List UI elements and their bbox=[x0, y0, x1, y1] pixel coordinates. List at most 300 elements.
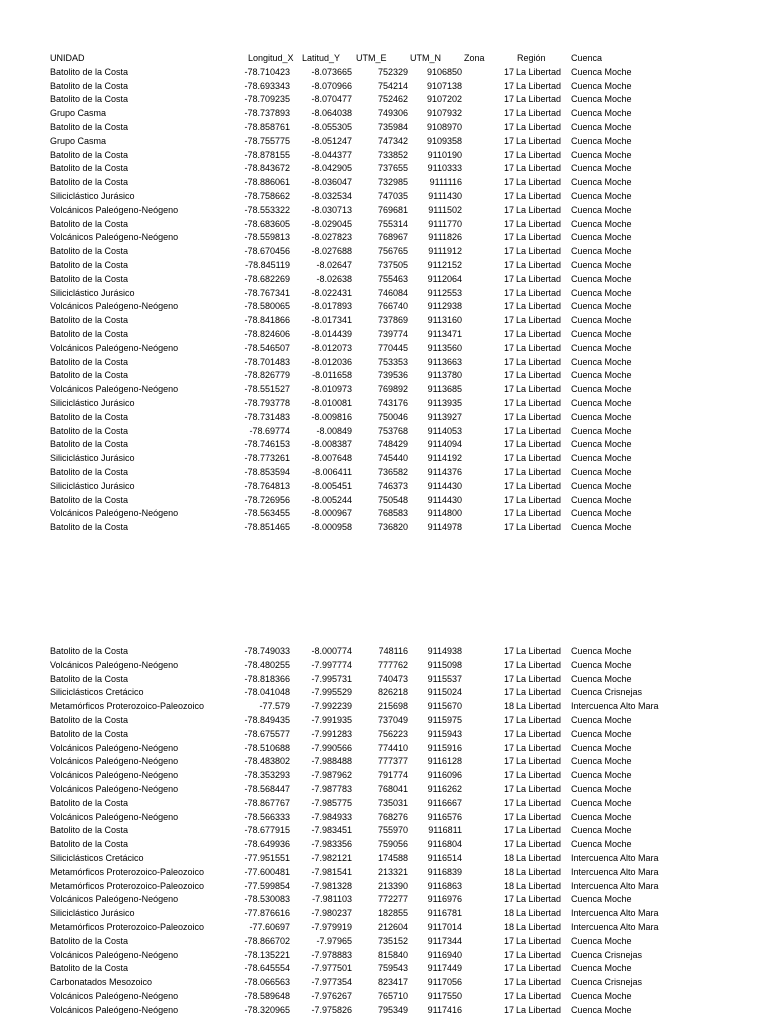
cell-utm-n: 9107138 bbox=[426, 80, 462, 91]
cell-region: La Libertad bbox=[516, 480, 562, 491]
cell-zona: 17 bbox=[504, 728, 515, 739]
cell-zona: 17 bbox=[504, 1004, 515, 1015]
cell-utm-n: 9116096 bbox=[427, 770, 462, 781]
cell-unidad: Volcánicos Paleógeno-Neógeno bbox=[50, 659, 179, 670]
cell-utm-e: 733852 bbox=[377, 149, 408, 160]
cell-latitud: -7.983356 bbox=[311, 839, 352, 850]
table-row bbox=[0, 273, 768, 287]
cell-utm-n: 9110333 bbox=[427, 163, 462, 174]
cell-longitud: -78.568447 bbox=[244, 783, 290, 794]
cell-utm-e: 815840 bbox=[377, 949, 408, 960]
cell-region: La Libertad bbox=[516, 646, 562, 656]
cell-zona: 17 bbox=[504, 935, 515, 946]
cell-longitud: -78.867767 bbox=[244, 797, 290, 808]
cell-unidad: Siliciclásticos Cretácico bbox=[50, 852, 144, 863]
cell-unidad: Siliciclástico Jurásico bbox=[50, 397, 135, 408]
cell-cuenca: Cuenca Moche bbox=[571, 94, 632, 105]
cell-utm-e: 732985 bbox=[377, 177, 408, 188]
cell-longitud: -78.709235 bbox=[244, 94, 290, 105]
table-row bbox=[0, 411, 768, 425]
cell-longitud: -78.701483 bbox=[244, 356, 290, 367]
cell-unidad: Volcánicos Paleógeno-Neógeno bbox=[50, 508, 179, 519]
cell-region: La Libertad bbox=[516, 811, 562, 822]
cell-zona: 17 bbox=[504, 80, 515, 91]
cell-cuenca: Cuenca Moche bbox=[571, 646, 632, 656]
cell-utm-e: 212604 bbox=[377, 921, 408, 932]
cell-zona: 17 bbox=[504, 190, 515, 201]
cell-utm-e: 752329 bbox=[377, 66, 408, 77]
cell-utm-n: 9111770 bbox=[428, 218, 462, 229]
table-row bbox=[0, 769, 768, 783]
table-row bbox=[0, 452, 768, 466]
cell-zona: 17 bbox=[504, 646, 515, 656]
header-cuenca: Cuenca bbox=[571, 53, 603, 63]
cell-cuenca: Cuenca Moche bbox=[571, 135, 632, 146]
cell-zona: 17 bbox=[504, 204, 515, 215]
table-row bbox=[0, 397, 768, 411]
cell-utm-n: 9107932 bbox=[426, 108, 462, 119]
cell-utm-e: 769681 bbox=[377, 204, 408, 215]
cell-zona: 17 bbox=[504, 356, 515, 367]
table-row bbox=[0, 893, 768, 907]
cell-latitud: -7.97965 bbox=[316, 935, 352, 946]
cell-cuenca: Cuenca Moche bbox=[571, 990, 632, 1001]
cell-utm-e: 737049 bbox=[377, 714, 408, 725]
cell-utm-e: 737655 bbox=[377, 163, 408, 174]
cell-zona: 17 bbox=[504, 494, 515, 505]
cell-latitud: -7.975826 bbox=[311, 1004, 352, 1015]
cell-zona: 17 bbox=[504, 770, 515, 781]
cell-utm-n: 9116839 bbox=[427, 866, 462, 877]
cell-longitud: -78.553322 bbox=[244, 204, 290, 215]
cell-region: La Libertad bbox=[516, 149, 562, 160]
cell-cuenca: Cuenca Moche bbox=[571, 466, 632, 477]
cell-longitud: -78.726956 bbox=[244, 494, 290, 505]
cell-latitud: -7.983451 bbox=[311, 825, 352, 836]
cell-zona: 17 bbox=[504, 149, 515, 160]
cell-utm-n: 9116667 bbox=[427, 797, 462, 808]
cell-region: La Libertad bbox=[516, 232, 562, 243]
cell-unidad: Batolito de la Costa bbox=[50, 673, 129, 684]
cell-zona: 17 bbox=[504, 756, 515, 767]
cell-longitud: -78.710423 bbox=[244, 66, 290, 77]
cell-utm-e: 750548 bbox=[377, 494, 408, 505]
cell-unidad: Siliciclástico Jurásico bbox=[50, 287, 135, 298]
cell-longitud: -78.737893 bbox=[244, 108, 290, 119]
cell-cuenca: Cuenca Moche bbox=[571, 190, 632, 201]
cell-utm-e: 739536 bbox=[377, 370, 408, 381]
cell-zona: 17 bbox=[504, 94, 515, 105]
cell-longitud: -78.483802 bbox=[244, 756, 290, 767]
cell-region: La Libertad bbox=[516, 866, 562, 877]
cell-unidad: Carbonatados Mesozoico bbox=[50, 977, 153, 988]
table-row bbox=[0, 507, 768, 521]
cell-unidad: Batolito de la Costa bbox=[50, 328, 129, 339]
cell-region: La Libertad bbox=[516, 797, 562, 808]
cell-cuenca: Cuenca Moche bbox=[571, 259, 632, 270]
cell-latitud: -7.977501 bbox=[311, 963, 352, 974]
cell-longitud: -78.749033 bbox=[244, 646, 290, 656]
cell-zona: 17 bbox=[504, 121, 515, 132]
cell-utm-n: 9113780 bbox=[427, 370, 462, 381]
cell-cuenca: Cuenca Moche bbox=[571, 811, 632, 822]
cell-latitud: -8.005451 bbox=[311, 480, 352, 491]
cell-cuenca: Cuenca Moche bbox=[571, 218, 632, 229]
cell-region: La Libertad bbox=[516, 1004, 562, 1015]
cell-utm-e: 795349 bbox=[377, 1004, 408, 1015]
cell-cuenca: Cuenca Moche bbox=[571, 522, 632, 533]
cell-unidad: Batolito de la Costa bbox=[50, 94, 129, 105]
cell-unidad: Volcánicos Paleógeno-Neógeno bbox=[50, 1004, 179, 1015]
cell-utm-n: 9117014 bbox=[427, 921, 462, 932]
cell-region: La Libertad bbox=[516, 287, 562, 298]
cell-longitud: -78.866702 bbox=[244, 935, 290, 946]
cell-zona: 17 bbox=[504, 287, 515, 298]
cell-cuenca: Intercuenca Alto Mara bbox=[571, 852, 659, 863]
cell-utm-n: 9113935 bbox=[427, 397, 462, 408]
cell-cuenca: Cuenca Moche bbox=[571, 246, 632, 257]
table-row bbox=[0, 686, 768, 700]
cell-latitud: -7.995529 bbox=[311, 687, 352, 698]
cell-utm-e: 768583 bbox=[377, 508, 408, 519]
cell-utm-e: 768041 bbox=[377, 783, 408, 794]
cell-utm-e: 749306 bbox=[377, 108, 408, 119]
cell-cuenca: Cuenca Moche bbox=[571, 935, 632, 946]
cell-unidad: Volcánicos Paleógeno-Neógeno bbox=[50, 342, 179, 353]
cell-unidad: Batolito de la Costa bbox=[50, 411, 129, 422]
cell-utm-e: 747342 bbox=[377, 135, 408, 146]
cell-longitud: -78.793778 bbox=[244, 397, 290, 408]
cell-longitud: -78.353293 bbox=[244, 770, 290, 781]
cell-unidad: Siliciclástico Jurásico bbox=[50, 453, 135, 464]
cell-region: La Libertad bbox=[516, 190, 562, 201]
cell-zona: 17 bbox=[504, 246, 515, 257]
cell-zona: 17 bbox=[504, 439, 515, 450]
cell-utm-e: 737505 bbox=[377, 259, 408, 270]
cell-utm-e: 743176 bbox=[377, 397, 408, 408]
table-row bbox=[0, 824, 768, 838]
table-row bbox=[0, 218, 768, 232]
cell-latitud: -8.070477 bbox=[311, 94, 352, 105]
table-row bbox=[0, 107, 768, 121]
cell-region: La Libertad bbox=[516, 439, 562, 450]
cell-utm-n: 9113685 bbox=[427, 384, 462, 395]
cell-cuenca: Cuenca Moche bbox=[571, 204, 632, 215]
cell-latitud: -7.976267 bbox=[311, 990, 352, 1001]
cell-region: La Libertad bbox=[516, 494, 562, 505]
cell-longitud: -78.849435 bbox=[244, 714, 290, 725]
header-latitud: Latitud_Y bbox=[302, 53, 341, 63]
cell-utm-n: 9111430 bbox=[428, 190, 462, 201]
cell-unidad: Batolito de la Costa bbox=[50, 273, 129, 284]
cell-zona: 17 bbox=[504, 977, 515, 988]
cell-zona: 18 bbox=[504, 880, 515, 891]
table-row bbox=[0, 755, 768, 769]
cell-utm-n: 9110190 bbox=[427, 149, 462, 160]
cell-zona: 18 bbox=[504, 908, 515, 919]
cell-region: La Libertad bbox=[516, 466, 562, 477]
cell-utm-e: 748116 bbox=[378, 646, 408, 656]
table-row bbox=[0, 204, 768, 218]
table-row bbox=[0, 742, 768, 756]
table-row bbox=[0, 190, 768, 204]
cell-longitud: -78.773261 bbox=[244, 453, 290, 464]
cell-zona: 17 bbox=[504, 783, 515, 794]
table-row bbox=[0, 425, 768, 439]
cell-utm-n: 9108970 bbox=[426, 121, 462, 132]
cell-latitud: -8.014439 bbox=[311, 328, 352, 339]
cell-unidad: Batolito de la Costa bbox=[50, 714, 129, 725]
cell-cuenca: Cuenca Crisnejas bbox=[571, 977, 643, 988]
cell-cuenca: Cuenca Moche bbox=[571, 770, 632, 781]
cell-latitud: -8.017341 bbox=[311, 315, 352, 326]
table-row bbox=[0, 93, 768, 107]
cell-unidad: Batolito de la Costa bbox=[50, 839, 129, 850]
cell-latitud: -7.981328 bbox=[311, 880, 352, 891]
cell-utm-n: 9115098 bbox=[427, 659, 462, 670]
table-row bbox=[0, 659, 768, 673]
cell-utm-e: 753768 bbox=[377, 425, 408, 436]
header-longitud: Longitud_X bbox=[248, 53, 294, 63]
table-row bbox=[0, 369, 768, 383]
cell-latitud: -8.000958 bbox=[311, 522, 352, 533]
cell-zona: 17 bbox=[504, 825, 515, 836]
cell-utm-n: 9111116 bbox=[429, 177, 462, 188]
cell-utm-e: 765710 bbox=[377, 990, 408, 1001]
cell-latitud: -8.051247 bbox=[311, 135, 352, 146]
cell-unidad: Batolito de la Costa bbox=[50, 218, 129, 229]
cell-region: La Libertad bbox=[516, 839, 562, 850]
table-row bbox=[0, 1004, 768, 1018]
cell-utm-e: 759543 bbox=[377, 963, 408, 974]
cell-cuenca: Cuenca Moche bbox=[571, 783, 632, 794]
cell-longitud: -78.824606 bbox=[244, 328, 290, 339]
cell-utm-e: 770445 bbox=[377, 342, 408, 353]
cell-zona: 18 bbox=[504, 921, 515, 932]
cell-longitud: -78.546507 bbox=[244, 342, 290, 353]
cell-latitud: -8.036047 bbox=[311, 177, 352, 188]
table-row bbox=[0, 300, 768, 314]
cell-utm-n: 9113663 bbox=[427, 356, 462, 367]
cell-zona: 17 bbox=[504, 714, 515, 725]
cell-longitud: -78.851465 bbox=[244, 522, 290, 533]
cell-region: La Libertad bbox=[516, 246, 562, 257]
cell-zona: 17 bbox=[504, 453, 515, 464]
cell-unidad: Batolito de la Costa bbox=[50, 425, 129, 436]
cell-utm-e: 753353 bbox=[377, 356, 408, 367]
cell-cuenca: Cuenca Moche bbox=[571, 894, 632, 905]
cell-cuenca: Cuenca Moche bbox=[571, 825, 632, 836]
cell-latitud: -7.997774 bbox=[311, 659, 352, 670]
cell-unidad: Volcánicos Paleógeno-Neógeno bbox=[50, 949, 179, 960]
cell-unidad: Batolito de la Costa bbox=[50, 66, 129, 77]
cell-latitud: -7.987783 bbox=[311, 783, 352, 794]
cell-unidad: Batolito de la Costa bbox=[50, 439, 129, 450]
cell-longitud: -78.682269 bbox=[244, 273, 290, 284]
cell-unidad: Batolito de la Costa bbox=[50, 825, 129, 836]
table-row bbox=[0, 245, 768, 259]
cell-unidad: Volcánicos Paleógeno-Neógeno bbox=[50, 384, 179, 395]
cell-unidad: Volcánicos Paleógeno-Neógeno bbox=[50, 232, 179, 243]
cell-utm-n: 9117550 bbox=[427, 990, 462, 1001]
cell-zona: 17 bbox=[504, 687, 515, 698]
cell-unidad: Batolito de la Costa bbox=[50, 963, 129, 974]
cell-cuenca: Cuenca Moche bbox=[571, 121, 632, 132]
cell-cuenca: Cuenca Moche bbox=[571, 673, 632, 684]
cell-zona: 17 bbox=[504, 301, 515, 312]
cell-latitud: -8.073665 bbox=[311, 66, 352, 77]
table-row bbox=[0, 438, 768, 452]
cell-latitud: -8.042905 bbox=[311, 163, 352, 174]
cell-utm-n: 9115670 bbox=[427, 701, 462, 712]
cell-region: La Libertad bbox=[516, 921, 562, 932]
cell-region: La Libertad bbox=[516, 370, 562, 381]
cell-longitud: -77.600481 bbox=[244, 866, 290, 877]
cell-unidad: Volcánicos Paleógeno-Neógeno bbox=[50, 301, 179, 312]
cell-latitud: -8.022431 bbox=[311, 287, 352, 298]
cell-longitud: -78.693343 bbox=[244, 80, 290, 91]
cell-latitud: -7.981103 bbox=[312, 894, 352, 905]
cell-longitud: -78.675577 bbox=[244, 728, 290, 739]
cell-zona: 17 bbox=[504, 797, 515, 808]
cell-utm-e: 736820 bbox=[377, 522, 408, 533]
table-row bbox=[0, 328, 768, 342]
cell-region: La Libertad bbox=[516, 135, 562, 146]
cell-unidad: Volcánicos Paleógeno-Neógeno bbox=[50, 894, 179, 905]
cell-unidad: Metamórficos Proterozoico-Paleozoico bbox=[50, 701, 205, 712]
table-row bbox=[0, 135, 768, 149]
cell-region: La Libertad bbox=[516, 453, 562, 464]
table-row bbox=[0, 494, 768, 508]
cell-latitud: -8.012036 bbox=[311, 356, 352, 367]
cell-region: La Libertad bbox=[516, 94, 562, 105]
cell-utm-e: 182855 bbox=[377, 908, 408, 919]
cell-utm-n: 9112152 bbox=[427, 259, 462, 270]
cell-latitud: -8.055305 bbox=[311, 121, 352, 132]
cell-zona: 17 bbox=[504, 673, 515, 684]
cell-zona: 17 bbox=[504, 742, 515, 753]
cell-utm-n: 9114376 bbox=[427, 466, 462, 477]
cell-region: La Libertad bbox=[516, 935, 562, 946]
cell-latitud: -7.995731 bbox=[311, 673, 352, 684]
data-block-lower bbox=[0, 645, 768, 1018]
cell-longitud: -78.841866 bbox=[244, 315, 290, 326]
cell-zona: 17 bbox=[504, 659, 515, 670]
cell-cuenca: Cuenca Moche bbox=[571, 659, 632, 670]
cell-utm-n: 9112064 bbox=[427, 273, 462, 284]
cell-cuenca: Cuenca Moche bbox=[571, 397, 632, 408]
table-row bbox=[0, 700, 768, 714]
cell-latitud: -8.010081 bbox=[311, 397, 352, 408]
cell-utm-n: 9106850 bbox=[426, 66, 462, 77]
cell-longitud: -78.886061 bbox=[244, 177, 290, 188]
cell-longitud: -78.683605 bbox=[244, 218, 290, 229]
cell-utm-e: 213321 bbox=[377, 866, 408, 877]
cell-unidad: Batolito de la Costa bbox=[50, 163, 129, 174]
cell-region: La Libertad bbox=[516, 701, 562, 712]
cell-latitud: -7.978883 bbox=[311, 949, 352, 960]
cell-latitud: -7.991283 bbox=[311, 728, 352, 739]
cell-unidad: Volcánicos Paleógeno-Neógeno bbox=[50, 990, 179, 1001]
cell-cuenca: Cuenca Moche bbox=[571, 108, 632, 119]
cell-zona: 17 bbox=[504, 108, 515, 119]
cell-region: La Libertad bbox=[516, 328, 562, 339]
cell-utm-n: 9112938 bbox=[427, 301, 462, 312]
cell-region: La Libertad bbox=[516, 894, 562, 905]
cell-cuenca: Cuenca Moche bbox=[571, 494, 632, 505]
cell-region: La Libertad bbox=[516, 908, 562, 919]
cell-region: La Libertad bbox=[516, 273, 562, 284]
cell-cuenca: Cuenca Moche bbox=[571, 356, 632, 367]
cell-zona: 17 bbox=[504, 218, 515, 229]
cell-utm-e: 750046 bbox=[377, 411, 408, 422]
cell-latitud: -8.064038 bbox=[311, 108, 352, 119]
table-row bbox=[0, 176, 768, 190]
cell-latitud: -8.070966 bbox=[311, 80, 352, 91]
table-row bbox=[0, 162, 768, 176]
cell-utm-n: 9114938 bbox=[427, 646, 462, 656]
cell-utm-e: 748429 bbox=[377, 439, 408, 450]
cell-latitud: -8.00849 bbox=[316, 425, 352, 436]
cell-cuenca: Intercuenca Alto Mara bbox=[571, 880, 659, 891]
cell-cuenca: Cuenca Moche bbox=[571, 714, 632, 725]
table-row bbox=[0, 314, 768, 328]
cell-unidad: Batolito de la Costa bbox=[50, 246, 129, 257]
cell-utm-n: 9116262 bbox=[427, 783, 462, 794]
table-row bbox=[0, 797, 768, 811]
cell-zona: 18 bbox=[504, 701, 515, 712]
cell-latitud: -8.006411 bbox=[312, 466, 352, 477]
cell-longitud: -78.589648 bbox=[244, 990, 290, 1001]
table-row bbox=[0, 149, 768, 163]
table-row bbox=[0, 645, 768, 659]
cell-zona: 17 bbox=[504, 466, 515, 477]
cell-longitud: -78.845119 bbox=[245, 259, 290, 270]
cell-region: La Libertad bbox=[516, 880, 562, 891]
cell-latitud: -8.032534 bbox=[311, 190, 352, 201]
cell-zona: 17 bbox=[504, 232, 515, 243]
cell-zona: 17 bbox=[504, 397, 515, 408]
cell-utm-n: 9116128 bbox=[427, 756, 462, 767]
cell-zona: 17 bbox=[504, 811, 515, 822]
cell-latitud: -7.985775 bbox=[311, 797, 352, 808]
cell-utm-e: 746373 bbox=[377, 480, 408, 491]
cell-utm-e: 755463 bbox=[377, 273, 408, 284]
cell-longitud: -77.599854 bbox=[244, 880, 290, 891]
cell-region: La Libertad bbox=[516, 963, 562, 974]
cell-cuenca: Cuenca Moche bbox=[571, 411, 632, 422]
cell-utm-n: 9117449 bbox=[427, 963, 462, 974]
cell-region: La Libertad bbox=[516, 742, 562, 753]
cell-zona: 17 bbox=[504, 273, 515, 284]
cell-cuenca: Cuenca Moche bbox=[571, 453, 632, 464]
cell-zona: 17 bbox=[504, 328, 515, 339]
cell-region: La Libertad bbox=[516, 66, 562, 77]
cell-utm-n: 9113160 bbox=[427, 315, 462, 326]
cell-latitud: -8.009816 bbox=[311, 411, 352, 422]
cell-unidad: Batolito de la Costa bbox=[50, 466, 129, 477]
cell-region: La Libertad bbox=[516, 259, 562, 270]
table-row bbox=[0, 880, 768, 894]
cell-latitud: -7.984933 bbox=[311, 811, 352, 822]
cell-utm-n: 9116811 bbox=[428, 825, 462, 836]
cell-cuenca: Cuenca Moche bbox=[571, 480, 632, 491]
cell-utm-n: 9116576 bbox=[427, 811, 462, 822]
cell-utm-n: 9116863 bbox=[427, 880, 462, 891]
cell-cuenca: Cuenca Moche bbox=[571, 963, 632, 974]
cell-unidad: Volcánicos Paleógeno-Neógeno bbox=[50, 811, 179, 822]
cell-utm-e: 768967 bbox=[377, 232, 408, 243]
